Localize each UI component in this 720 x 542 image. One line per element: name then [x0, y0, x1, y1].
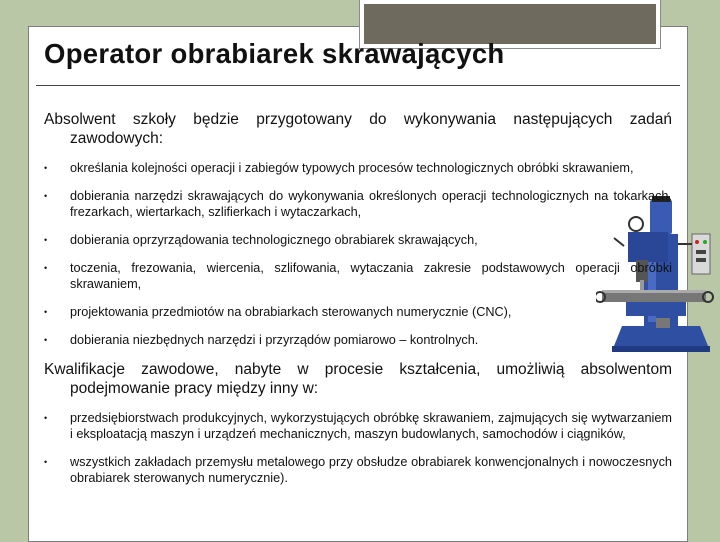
- bullet-marker: •: [44, 263, 48, 273]
- list-item-text: wszystkich zakładach przemysłu metalowego przy obsłudze obrabiarek konwencjonalnych i nowoczesnych obrabiarek sterowanych numerycznie).: [70, 455, 672, 485]
- list-item-text: dobierania niezbędnych narzędzi i przyrządów pomiarowo – kontrolnych.: [70, 333, 479, 347]
- bullet-marker: •: [44, 335, 48, 345]
- list-item: [44, 160, 672, 176]
- task-list: [44, 160, 672, 348]
- content-body: [44, 110, 672, 498]
- bullet-marker: •: [44, 191, 48, 201]
- list-item: [44, 410, 672, 442]
- section1-heading: Absolwent szkoły będzie przygotowany do wykonywania następujących zadań zawodowych:: [44, 111, 672, 147]
- list-item: [44, 304, 672, 320]
- list-item: [44, 260, 672, 292]
- list-item-text: dobierania oprzyrządowania technologicznego obrabiarek skrawających,: [70, 233, 478, 247]
- section2-heading: Kwalifikacje zawodowe, nabyte w procesie kształcenia, umożliwią absolwentom podejmowanie pracy między inny w:: [44, 361, 672, 397]
- list-item-text: określania kolejności operacji i zabiegów typowych procesów technologicznych obróbki skrawaniem,: [70, 161, 634, 175]
- bullet-marker: •: [44, 413, 48, 423]
- title-divider: [36, 85, 680, 86]
- bullet-marker: •: [44, 163, 48, 173]
- list-item-text: toczenia, frezowania, wiercenia, szlifowania, wytaczania zakresie podstawowych operacji obróbki skrawaniem,: [70, 261, 672, 291]
- bullet-marker: •: [44, 307, 48, 317]
- bullet-marker: •: [44, 235, 48, 245]
- list-item: [44, 332, 672, 348]
- list-item: [44, 232, 672, 248]
- list-item-text: dobierania narzędzi skrawających do wykonywania określonych operacji technologicznych na tokarkach, frezarkach, wiertarkach, szlifierkach i wytaczarkach,: [70, 189, 672, 219]
- list-item: [44, 188, 672, 220]
- list-item-text: projektowania przedmiotów na obrabiarkach sterowanych numerycznie (CNC),: [70, 305, 512, 319]
- list-item: [44, 454, 672, 486]
- list-item-text: przedsiębiorstwach produkcyjnych, wykorzystujących obróbkę skrawaniem, zajmujących się wytwarzaniem i eksploatacją maszyn i urządzeń mechanicznych, maszyn budowlanych, samochodów i ciągników,: [70, 411, 672, 441]
- bullet-marker: •: [44, 457, 48, 467]
- page-title: Operator obrabiarek skrawających: [44, 38, 505, 69]
- workplace-list: [44, 410, 672, 486]
